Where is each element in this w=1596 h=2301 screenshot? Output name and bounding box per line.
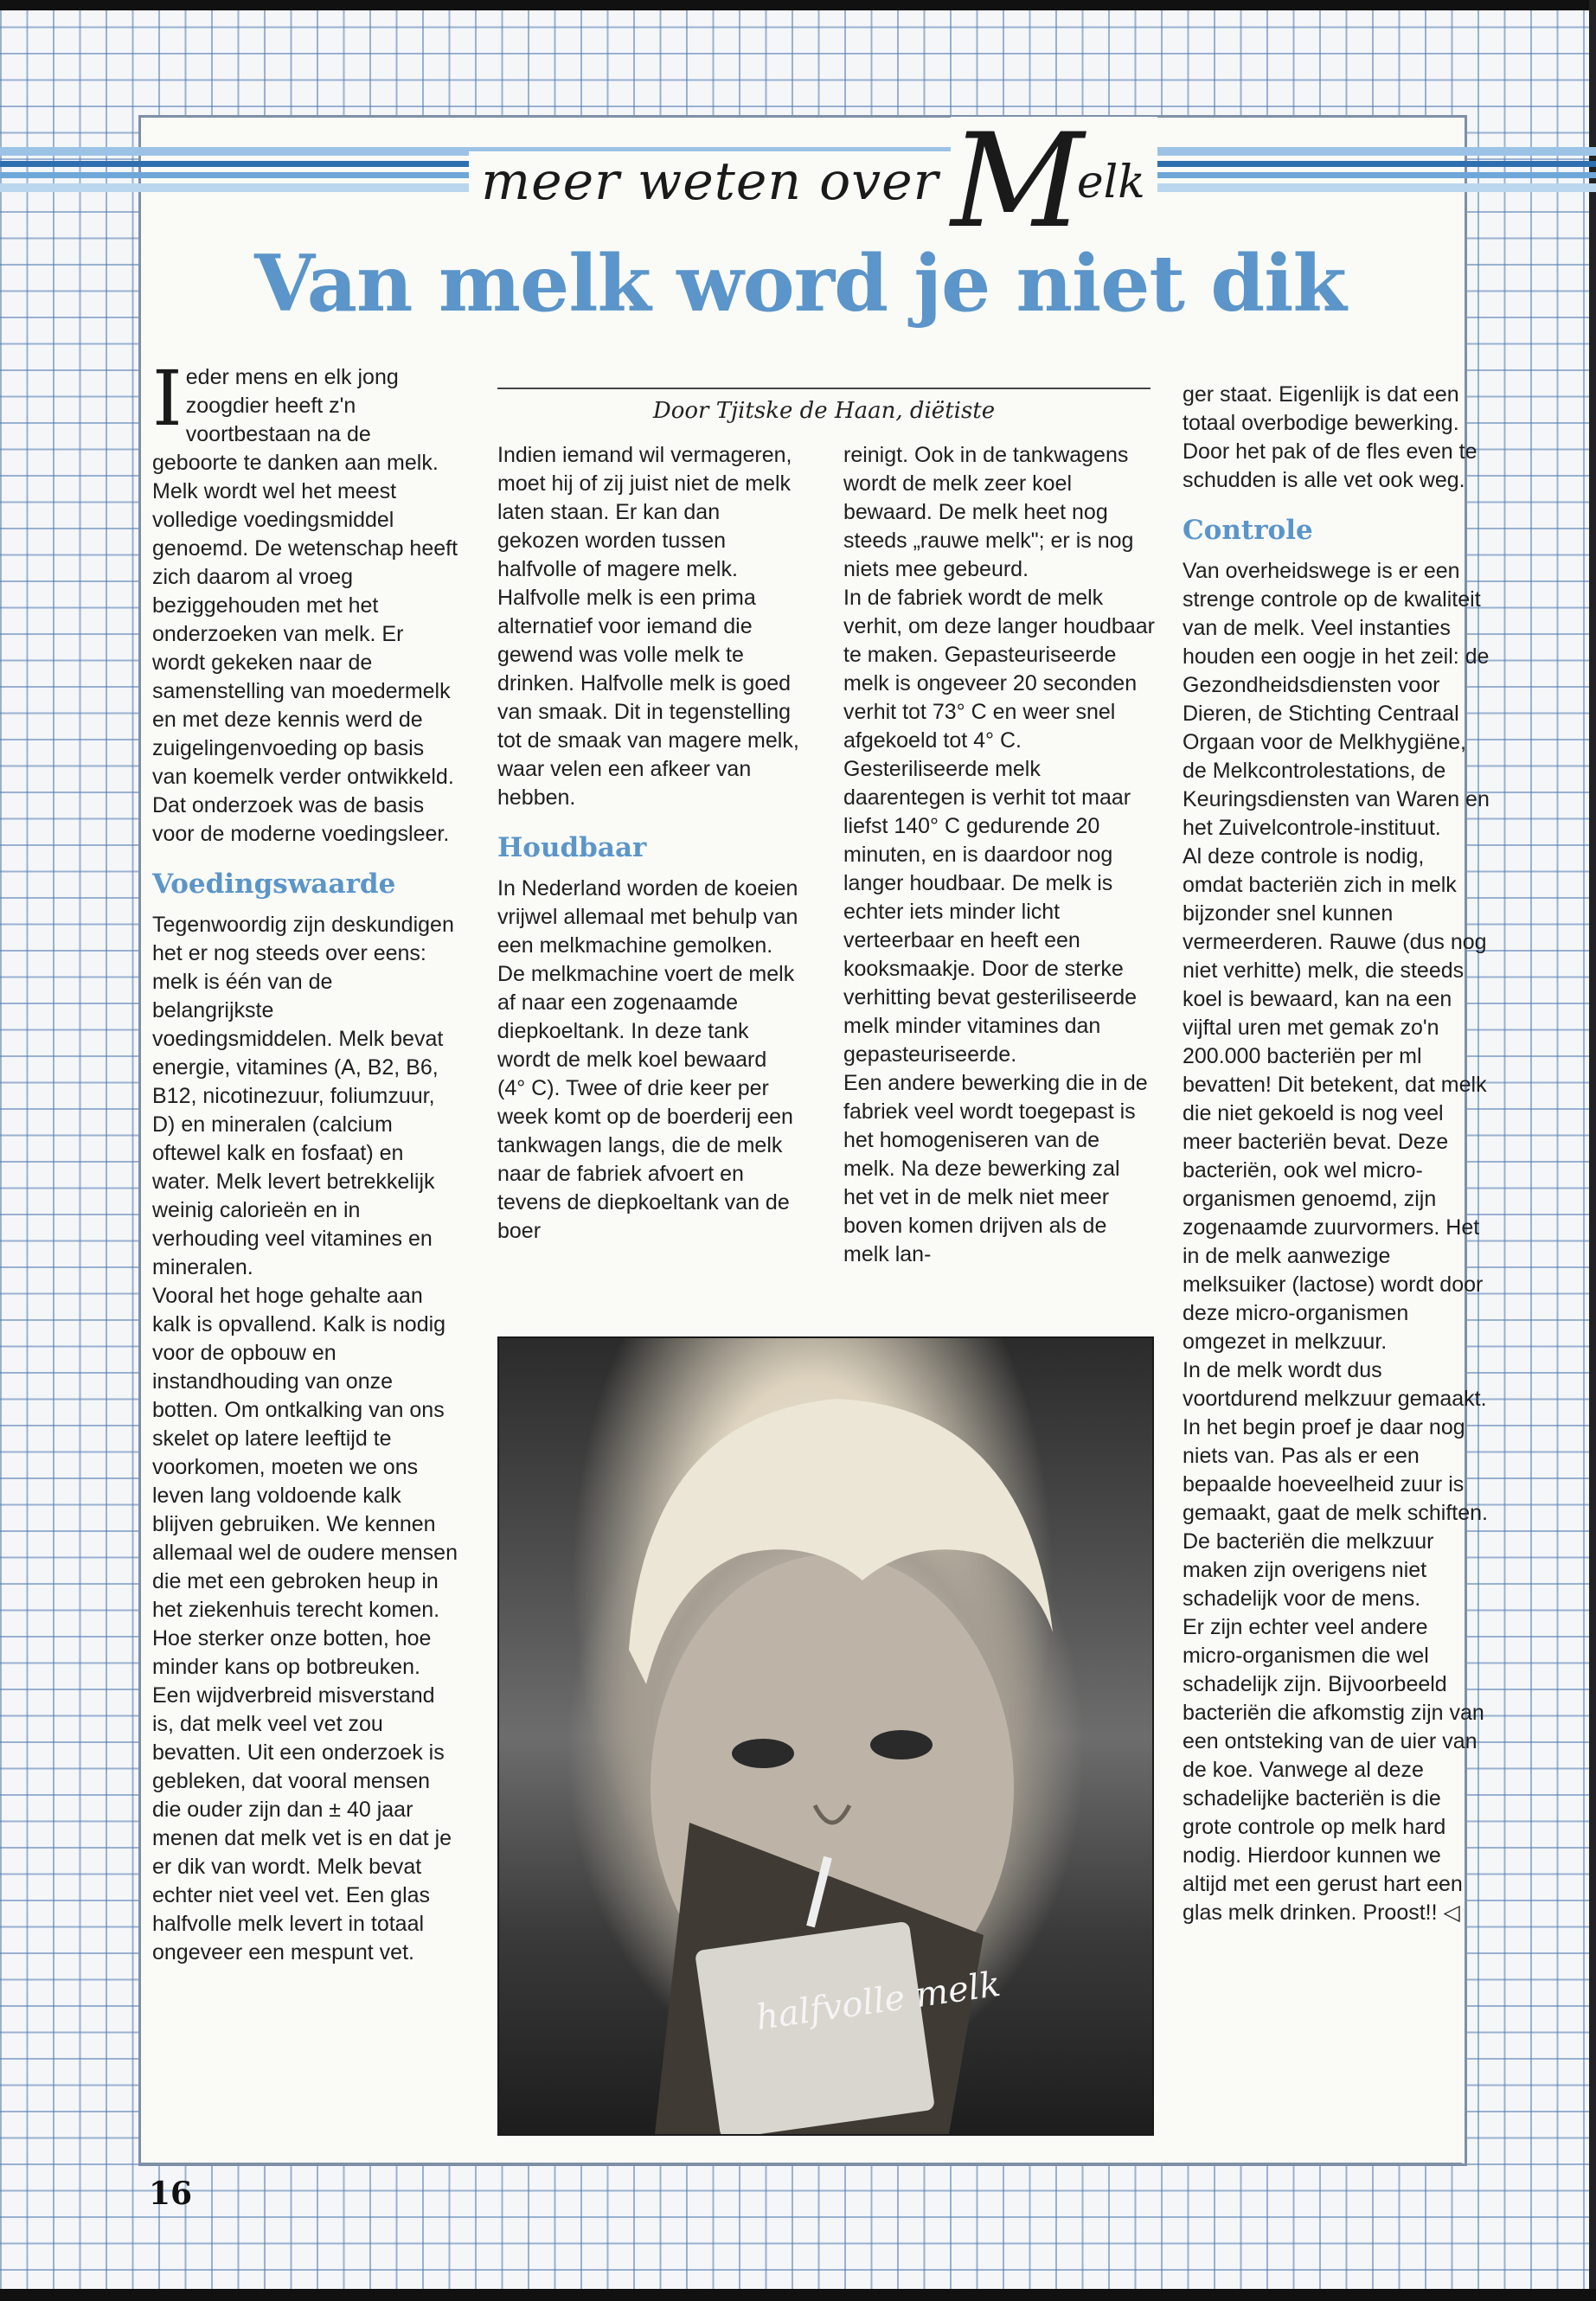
milk-carton-label: halfvolle melk <box>753 1964 1003 2039</box>
heading-voedingswaarde: Voedingswaarde <box>152 868 396 900</box>
paragraph: Er zijn echter veel andere micro-organismen die wel schadelijk zijn. Bijvoorbeeld bacteriën die afkomstig zijn van een ontsteking van de uier van de koe. Vanwege al deze schadelijke bacteriën is die grote controle op melk hard nodig. Hierdoor kunnen we altijd met een gerust hart een glas melk drinken. Proost!! ◁ <box>1183 1615 1484 1925</box>
intro-text: eder mens en elk jong zoogdier heeft z'n voortbestaan na de geboorte te danken aan melk. Melk wordt wel het meest volledige voedingsmiddel genoemd. De wetenschap heeft zich daarom al vroeg beziggehouden met het onderzoeken van melk. Er wordt gekeken naar de samenstelling van moedermelk en met deze kennis werd de zuigelingenvoeding op basis van koemelk verder ontwikkeld. Dat onderzoek was de basis voor de moderne voedingsleer. <box>152 365 458 846</box>
melk-logo-rest: elk <box>1076 157 1145 208</box>
paragraph: Vooral het hoge gehalte aan kalk is opvallend. Kalk is nodig voor de opbouw en instandhouding van onze botten. Om ontkalking van ons skelet op latere leeftijd te voorkomen, moeten we ons leven lang voldoende kalk blijven gebruiken. We kennen allemaal wel de oudere mensen die met een gebroken heup in het ziekenhuis terecht komen. Hoe sterker onze botten, hoe minder kans op botbreuken. <box>152 1284 458 1679</box>
paragraph: Al deze controle is nodig, omdat bacteriën zich in melk bijzonder snel kunnen vermeerderen. Rauwe (dus nog niet verhitte) melk, die steeds koel is bewaard, kan na een vijftal uren met gemak zo'n 200.000 bacteriën per ml bevatten! Dit betekent, dat melk die niet gekoeld is nog veel meer bacteriën bevat. Deze bacteriën, ook wel micro-organismen genoemd, zijn zogenaamde zuurvormers. Het in de melk aanwezige melksuiker (lactose) wordt door deze micro-organismen omgezet in melkzuur. <box>1183 844 1487 1354</box>
heading-houdbaar: Houdbaar <box>497 832 647 863</box>
series-header <box>454 106 1172 257</box>
paragraph: Indien iemand wil vermageren, moet hij of zij juist niet de melk laten staan. Er kan dan gekozen worden tussen halfvolle of magere melk. Halfvolle melk is een prima alternatief voor iemand die gewend was volle melk te drinken. Halfvolle melk is goed van smaak. Dit in tegenstelling tot de smaak van magere melk, waar velen een afkeer van hebben. <box>497 443 799 810</box>
dropcap: I <box>152 354 183 443</box>
page-edge-bottom <box>0 2289 1596 2301</box>
byline-rule <box>497 388 1151 389</box>
paragraph: ger staat. Eigenlijk is dat een totaal overbodige bewerking. Door het pak of de fles even te schudden is alle vet ook weg. <box>1183 382 1477 492</box>
paragraph: In de fabriek wordt de melk verhit, om deze langer houdbaar te maken. Gepasteuriseerde melk is ongeveer 20 seconden verhit tot 73° C en weer snel afgekoeld tot 4° C. Gesteriliseerde melk daarentegen is verhit tot maar liefst 140° C gedurende 20 minuten, en is daardoor nog langer houdbaar. De melk is echter iets minder licht verteerbaar en heeft een kooksmaakje. Door de sterke verhitting bevat gesteriliseerde melk minder vitamines dan gepasteuriseerde. <box>843 586 1155 1067</box>
heading-controle: Controle <box>1183 515 1313 546</box>
headline: Van melk word je niet dik <box>254 238 1346 330</box>
footer-rule <box>138 2163 1462 2165</box>
series-label: meer weten over <box>469 151 951 212</box>
column-3 <box>843 441 1155 1269</box>
paragraph: Een wijdverbreid misverstand is, dat melk veel vet zou bevatten. Uit een onderzoek is gebleken, dat vooral mensen die ouder zijn dan ± 40 jaar menen dat melk vet is en dat je er dik van wordt. Melk bevat echter niet veel vet. Een glas halfvolle melk levert in totaal ongeveer een mespunt vet. <box>152 1683 452 1965</box>
page-edge-right <box>1589 0 1596 2301</box>
paragraph: In de melk wordt dus voortdurend melkzuur gemaakt. In het begin proef je daar nog niets van. Pas als er een bepaalde hoeveelheid zuur is gemaakt, gaat de melk schiften. De bacteriën die melkzuur maken zijn overigens niet schadelijk voor de mens. <box>1183 1358 1488 1611</box>
column-1 <box>152 354 459 1967</box>
byline: Door Tjitske de Haan, diëtiste <box>652 398 996 424</box>
intro-paragraph <box>152 354 459 849</box>
paragraph: Tegenwoordig zijn deskundigen het er nog steeds over eens: melk is één van de belangrijkste voedingsmiddelen. Melk bevat energie, vitamines (A, B2, B6, B12, nicotinezuur, foliumzuur, D) en mineralen (calcium oftewel kalk en fosfaat) en water. Melk levert betrekkelijk weinig calorieën en in verhouding veel vitamines en mineralen. <box>152 913 454 1279</box>
page-number: 16 <box>149 2176 193 2212</box>
paragraph: reinigt. Ook in de tankwagens wordt de melk zeer koel bewaard. De melk heet nog steeds „rauwe melk"; er is nog niets mee gebeurd. <box>843 443 1134 581</box>
page-edge-top <box>0 0 1596 10</box>
paragraph: In Nederland worden de koeien vrijwel allemaal met behulp van een melkmachine gemolken. De melkmachine voert de melk af naar een zogenaamde diepkoeltank. In deze tank wordt de melk koel bewaard (4° C). Twee of drie keer per week komt op de boerderij een tankwagen langs, die de melk naar de fabriek afvoert en tevens de diepkoeltank van de boer <box>497 876 798 1243</box>
column-2 <box>497 441 800 1246</box>
melk-logo <box>951 106 1157 257</box>
child-drinking-milk-photo <box>497 1336 1154 2136</box>
paragraph: Een andere bewerking die in de fabriek veel wordt toegepast is het homogeniseren van de melk. Na deze bewerking zal het vet in de melk niet meer boven komen drijven als de melk lan- <box>843 1071 1148 1266</box>
column-4 <box>1183 381 1490 1927</box>
left-eye <box>732 1739 794 1768</box>
photo-illustration <box>499 1338 1152 2134</box>
paragraph: Van overheidswege is er een strenge controle op de kwaliteit van de melk. Veel instanties houden een oogje in het zeil: de Gezondheidsdiensten voor Dieren, de Stichting Centraal Orgaan voor de Melkhygiëne, de Melkcontrolestations, de Keuringsdiensten van Waren en het Zuivelcontrole-instituut. <box>1183 559 1490 840</box>
melk-logo-initial: M <box>951 106 1084 257</box>
right-eye <box>870 1730 933 1759</box>
